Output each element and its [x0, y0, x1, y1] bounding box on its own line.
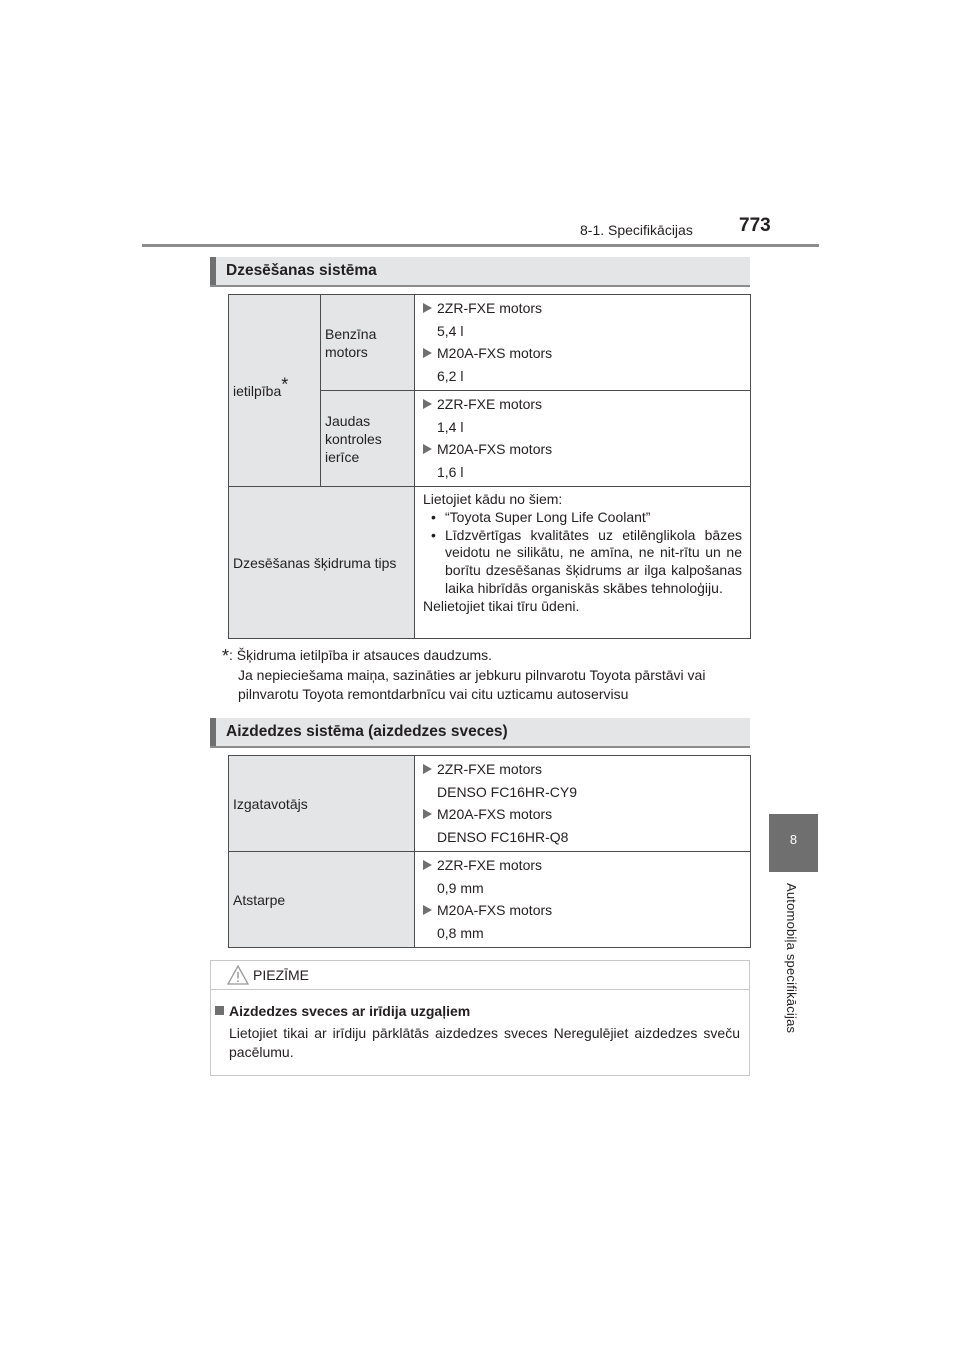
engine-name: 2ZR-FXE motors [437, 761, 543, 777]
triangle-bullet-icon [423, 348, 432, 358]
engine-value: DENSO FC16HR-Q8 [437, 828, 569, 845]
engine-value: 5,4 l [437, 322, 464, 339]
engine-name: M20A-FXS motors [437, 441, 553, 457]
note-heading: PIEZĪME [253, 967, 310, 983]
coolant-type-label: Dzesēšanas šķidruma tips [229, 487, 415, 639]
coolant-intro: Lietojiet kādu no šiem: [423, 491, 563, 507]
cooling-table [228, 294, 751, 639]
ignition-section-title: Aizdedzes sistēma (aizdedzes sveces) [226, 723, 508, 740]
triangle-bullet-icon [423, 860, 432, 870]
section-bar [210, 718, 216, 746]
triangle-bullet-icon [423, 303, 432, 313]
footnote-line: Ja nepieciešama maiņa, sazināties ar jebkuru pilnvarotu Toyota pārstāvi vai [238, 667, 706, 683]
triangle-bullet-icon [423, 399, 432, 409]
footnote-line: : Šķidruma ietilpība ir atsauces daudzums. [229, 647, 493, 663]
traction-control-values [415, 391, 751, 487]
cooling-section-header [210, 257, 750, 287]
coolant-outro: Nelietojiet tikai tīru ūdeni. [423, 597, 580, 614]
note-body: Lietojiet tikai ar irīdiju pārklātās aizdedzes sveces Neregulējiet aizdedzes sveču pacēlumu. [229, 1025, 740, 1060]
engine-name: 2ZR-FXE motors [437, 396, 543, 412]
chapter-title: Automobiļa specifikācijas [784, 883, 799, 1034]
engine-name: M20A-FXS motors [437, 902, 553, 918]
engine-name: M20A-FXS motors [437, 806, 553, 822]
coolant-option: Līdzvērtīgas kvalitātes uz etilēnglikola bāzes veidotu ne silikātu, ne amīna, ne nit-rītu un ne borītu dzesēšanas šķidrums ar ilga kalpošanas laika hibrīdās organiskās skābes tehnoloģiju. [445, 526, 742, 596]
note-header [211, 961, 749, 990]
gasoline-engine-label: Benzīna motors [321, 295, 415, 391]
table-row [229, 756, 751, 852]
manufacturer-values [415, 756, 751, 852]
triangle-bullet-icon [423, 905, 432, 915]
warning-triangle-icon [227, 965, 249, 985]
capacity-footnote [222, 646, 752, 704]
note-box [210, 960, 750, 1076]
engine-value: 1,4 l [437, 418, 464, 435]
engine-value: DENSO FC16HR-CY9 [437, 783, 578, 800]
triangle-bullet-icon [423, 764, 432, 774]
triangle-bullet-icon [423, 444, 432, 454]
engine-name: M20A-FXS motors [437, 345, 553, 361]
table-row [229, 852, 751, 948]
header-section: 8-1. Specifikācijas [580, 222, 693, 238]
traction-control-label: Jaudas kontroles ierīce [321, 391, 415, 487]
cooling-section-title: Dzesēšanas sistēma [226, 262, 377, 279]
chapter-number: 8 [789, 832, 798, 847]
table-row [229, 295, 751, 391]
section-bar [210, 257, 216, 285]
coolant-type-values [415, 487, 751, 639]
bullet-dot-icon: • [431, 526, 436, 543]
engine-value: 1,6 l [437, 463, 464, 480]
engine-value: 6,2 l [437, 367, 464, 384]
capacity-label: ietilpība [233, 382, 282, 399]
gasoline-engine-values [415, 295, 751, 391]
gap-label: Atstarpe [229, 852, 415, 948]
ignition-table [228, 755, 751, 948]
note-title: Aizdedzes sveces ar irīdija uzgaļiem [229, 1003, 471, 1019]
gap-values [415, 852, 751, 948]
coolant-option: “Toyota Super Long Life Coolant” [445, 508, 651, 525]
ignition-section-header [210, 718, 750, 748]
capacity-label-cell [229, 295, 321, 487]
square-bullet-icon [215, 1006, 224, 1015]
engine-name: 2ZR-FXE motors [437, 857, 543, 873]
table-row [229, 487, 751, 639]
engine-name: 2ZR-FXE motors [437, 300, 543, 316]
engine-value: 0,8 mm [437, 924, 484, 941]
bullet-dot-icon: • [431, 508, 436, 525]
header-rule [142, 244, 819, 247]
footnote-mark: * [222, 646, 230, 666]
page-number: 773 [739, 215, 771, 236]
triangle-bullet-icon [423, 809, 432, 819]
engine-value: 0,9 mm [437, 879, 484, 896]
footnote-line: pilnvarotu Toyota remontdarbnīcu vai citu uzticamu autoservisu [238, 686, 629, 702]
capacity-footnote-mark: * [281, 373, 289, 394]
manufacturer-label: Izgatavotājs [229, 756, 415, 852]
